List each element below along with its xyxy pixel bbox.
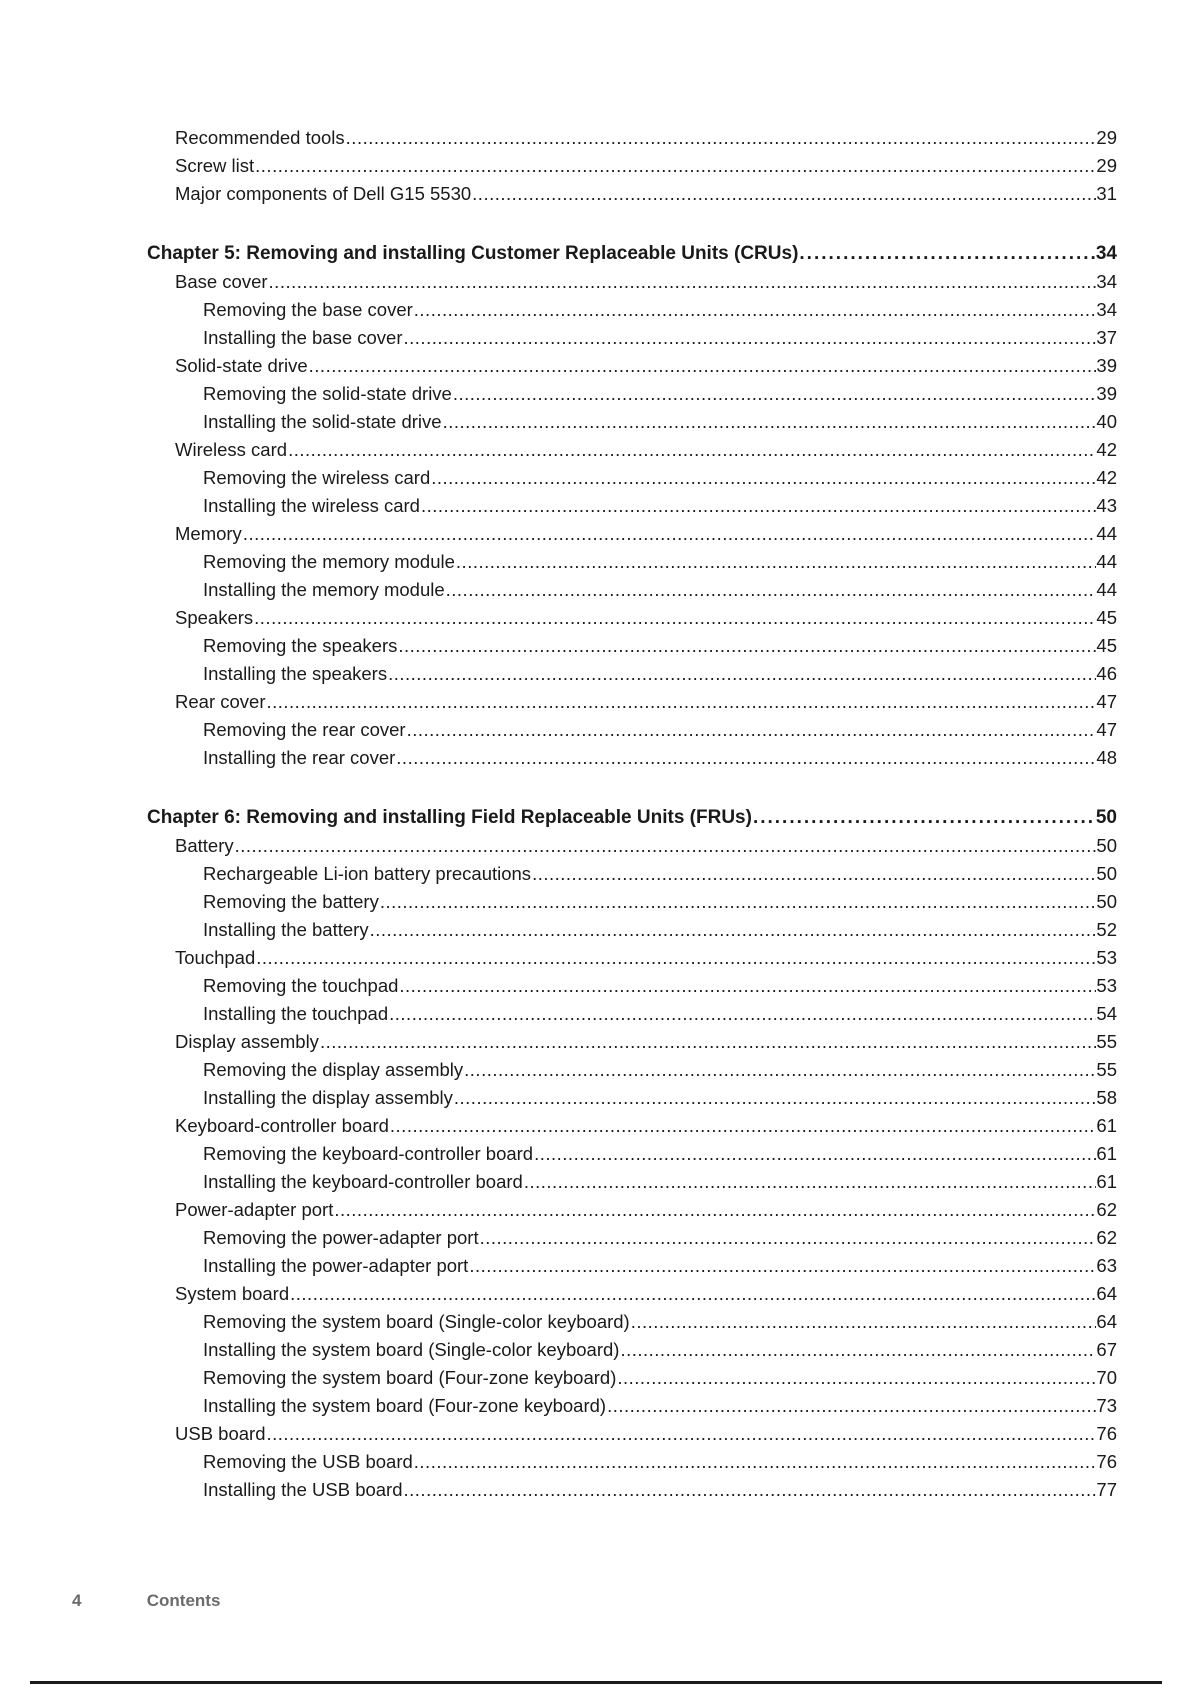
toc-entry[interactable]	[147, 355, 1117, 383]
toc-entry-page: 76	[1096, 1451, 1117, 1472]
toc-entry-page: 53	[1096, 975, 1117, 996]
toc-entry-title: Installing the battery	[203, 919, 369, 940]
toc-entry-page: 47	[1096, 719, 1117, 740]
dot-leader	[255, 947, 1096, 969]
toc-entry-title: Removing the touchpad	[203, 975, 399, 996]
toc-entry-title: Rear cover	[175, 691, 266, 712]
dot-leader	[531, 863, 1096, 885]
toc-entry[interactable]	[147, 1003, 1117, 1031]
toc-entry[interactable]	[147, 327, 1117, 355]
toc-entry-page: 39	[1096, 355, 1117, 376]
toc-entry-title: Speakers	[175, 607, 254, 628]
dot-leader	[398, 975, 1096, 997]
toc-entry-title: Installing the memory module	[203, 579, 445, 600]
toc-entry[interactable]	[147, 411, 1117, 439]
toc-entry[interactable]	[147, 1451, 1117, 1479]
toc-entry-page: 67	[1096, 1339, 1117, 1360]
toc-entry[interactable]	[147, 495, 1117, 523]
dot-leader	[798, 243, 1095, 265]
toc-entry-title: Keyboard-controller board	[175, 1115, 389, 1136]
toc-entry-page: 50	[1095, 807, 1117, 828]
toc-entry[interactable]	[147, 1283, 1117, 1311]
toc-entry-page: 31	[1096, 183, 1117, 204]
toc-entry-title: Power-adapter port	[175, 1199, 334, 1220]
dot-leader	[265, 691, 1096, 713]
toc-entry[interactable]	[147, 1059, 1117, 1087]
dot-leader	[455, 551, 1097, 573]
toc-entry-page: 53	[1096, 947, 1117, 968]
dot-leader	[606, 1395, 1096, 1417]
page-number: 4	[72, 1591, 82, 1610]
dot-leader	[619, 1339, 1096, 1361]
dot-leader	[471, 183, 1096, 205]
toc-entry-title: Installing the keyboard-controller board	[203, 1171, 523, 1192]
dot-leader	[345, 127, 1097, 149]
toc-entry-title: Removing the USB board	[203, 1451, 413, 1472]
dot-leader	[413, 1451, 1097, 1473]
toc-entry-page: 42	[1096, 467, 1117, 488]
toc-entry-title: Installing the system board (Four-zone keyboard)	[203, 1395, 607, 1416]
dot-leader	[442, 411, 1097, 433]
toc-entry[interactable]	[147, 579, 1117, 607]
toc-entry-page: 77	[1096, 1479, 1117, 1500]
toc-entry-title: Installing the display assembly	[203, 1087, 453, 1108]
dot-leader	[287, 439, 1096, 461]
toc-entry[interactable]	[147, 1339, 1117, 1367]
toc-entry[interactable]	[147, 1087, 1117, 1115]
toc-entry-title: Installing the base cover	[203, 327, 403, 348]
toc-entry[interactable]	[147, 1227, 1117, 1255]
toc-entry-page: 55	[1096, 1031, 1117, 1052]
dot-leader	[445, 579, 1097, 601]
toc-entry-page: 54	[1096, 1003, 1117, 1024]
toc-entry-title: Removing the system board (Single-color keyboard)	[203, 1311, 630, 1332]
dot-leader	[268, 271, 1097, 293]
dot-leader	[630, 1311, 1097, 1333]
toc-entry-page: 37	[1096, 327, 1117, 348]
toc-entry-title: Removing the system board (Four-zone keyboard)	[203, 1367, 617, 1388]
toc-entry-page: 76	[1096, 1423, 1117, 1444]
toc-entry-page: 64	[1096, 1283, 1117, 1304]
toc-entry-title: Removing the battery	[203, 891, 379, 912]
toc-entry[interactable]	[147, 719, 1117, 747]
toc-entry-title: Installing the speakers	[203, 663, 388, 684]
dot-leader	[379, 891, 1097, 913]
dot-leader	[468, 1255, 1096, 1277]
toc-entry[interactable]	[147, 1479, 1117, 1507]
toc-entry-page: 63	[1096, 1255, 1117, 1276]
toc-entry[interactable]	[147, 747, 1117, 775]
toc-entry-title: Screw list	[175, 155, 255, 176]
toc-entry-page: 55	[1096, 1059, 1117, 1080]
toc-entry-page: 64	[1096, 1311, 1117, 1332]
dot-leader	[406, 719, 1097, 741]
toc-entry-title: Base cover	[175, 271, 268, 292]
toc-entry-title: Removing the rear cover	[203, 719, 406, 740]
dot-leader	[253, 607, 1096, 629]
toc-entry[interactable]	[147, 891, 1117, 919]
dot-leader	[369, 919, 1097, 941]
toc-entry-page: 50	[1096, 863, 1117, 884]
toc-entry-title: Installing the power-adapter port	[203, 1255, 469, 1276]
toc-entry-title: Installing the wireless card	[203, 495, 420, 516]
dot-leader	[752, 807, 1096, 829]
dot-leader	[234, 835, 1097, 857]
dot-leader	[523, 1171, 1097, 1193]
dot-leader	[395, 747, 1096, 769]
toc-entry-title: Removing the display assembly	[203, 1059, 464, 1080]
toc-entry-title: Display assembly	[175, 1031, 319, 1052]
toc-entry-title: Removing the speakers	[203, 635, 398, 656]
toc-entry-page: 43	[1096, 495, 1117, 516]
toc-entry-page: 46	[1096, 663, 1117, 684]
toc-entry-title: Rechargeable Li-ion battery precautions	[203, 863, 532, 884]
toc-entry-page: 48	[1096, 747, 1117, 768]
toc-entry[interactable]	[147, 383, 1117, 411]
toc-entry-title: Removing the power-adapter port	[203, 1227, 479, 1248]
toc-entry[interactable]	[147, 835, 1117, 863]
dot-leader	[430, 467, 1096, 489]
toc-entry[interactable]	[147, 863, 1117, 891]
toc-entry-title: Installing the rear cover	[203, 747, 396, 768]
toc-entry[interactable]	[147, 1367, 1117, 1395]
toc-entry-title: Touchpad	[175, 947, 256, 968]
toc-entry[interactable]	[147, 607, 1117, 635]
toc-entry-page: 44	[1096, 551, 1117, 572]
toc-entry-title: Memory	[175, 523, 242, 544]
toc-chapter-entry[interactable]	[147, 243, 1117, 271]
toc-entry[interactable]	[147, 919, 1117, 947]
toc-entry-page: 61	[1096, 1171, 1117, 1192]
toc-entry-page: 45	[1096, 607, 1117, 628]
toc-entry[interactable]	[147, 271, 1117, 299]
dot-leader	[254, 155, 1096, 177]
toc-entry-page: 29	[1096, 127, 1117, 148]
dot-leader	[533, 1143, 1096, 1165]
dot-leader	[266, 1423, 1097, 1445]
toc-entry-page: 34	[1096, 271, 1117, 292]
dot-leader	[308, 355, 1097, 377]
dot-leader	[289, 1283, 1096, 1305]
toc-entry-page: 40	[1096, 411, 1117, 432]
toc-entry-page: 47	[1096, 691, 1117, 712]
dot-leader	[413, 299, 1097, 321]
toc-entry-title: Removing the keyboard-controller board	[203, 1143, 534, 1164]
toc-entry-page: 42	[1096, 439, 1117, 460]
toc-entry[interactable]	[147, 551, 1117, 579]
toc-entry-page: 44	[1096, 579, 1117, 600]
dot-leader	[616, 1367, 1096, 1389]
toc-entry-title: Removing the memory module	[203, 551, 455, 572]
dot-leader	[397, 635, 1096, 657]
toc-entry[interactable]	[147, 1199, 1117, 1227]
dot-leader	[453, 1087, 1097, 1109]
dot-leader	[420, 495, 1096, 517]
footer-section-label: Contents	[146, 1591, 221, 1610]
page-footer	[72, 1591, 220, 1611]
toc-entry[interactable]	[147, 1171, 1117, 1199]
toc-entry[interactable]	[147, 155, 1117, 183]
toc-entry-page: 44	[1096, 523, 1117, 544]
toc-entry-page: 29	[1096, 155, 1117, 176]
dot-leader	[242, 523, 1097, 545]
toc-entry[interactable]	[147, 299, 1117, 327]
toc-entry-page: 50	[1096, 835, 1117, 856]
toc-entry-title: Installing the USB board	[203, 1479, 403, 1500]
toc-entry-title: Removing the solid-state drive	[203, 383, 452, 404]
toc-entry[interactable]	[147, 663, 1117, 691]
toc-entry[interactable]	[147, 1423, 1117, 1451]
toc-entry-title: Major components of Dell G15 5530	[175, 183, 472, 204]
toc-entry[interactable]	[147, 1031, 1117, 1059]
toc-entry[interactable]	[147, 523, 1117, 551]
toc-entry-page: 58	[1096, 1087, 1117, 1108]
toc-entry-title: Recommended tools	[175, 127, 345, 148]
toc-entry[interactable]	[147, 1311, 1117, 1339]
toc-entry-page: 61	[1096, 1143, 1117, 1164]
toc-entry[interactable]	[147, 467, 1117, 495]
toc-entry-title: Removing the wireless card	[203, 467, 431, 488]
dot-leader	[319, 1031, 1096, 1053]
toc-entry[interactable]	[147, 1395, 1117, 1423]
toc-entry-page: 39	[1096, 383, 1117, 404]
toc-chapter-entry[interactable]	[147, 807, 1117, 835]
toc-entry[interactable]	[147, 1255, 1117, 1283]
toc-entry[interactable]	[147, 127, 1117, 155]
toc-entry[interactable]	[147, 1115, 1117, 1143]
dot-leader	[387, 663, 1096, 685]
toc-entry[interactable]	[147, 975, 1117, 1003]
dot-leader	[403, 327, 1097, 349]
toc-entry-title: Chapter 6: Removing and installing Field Replaceable Units (FRUs)	[147, 807, 752, 828]
toc-entry-page: 61	[1096, 1115, 1117, 1136]
dot-leader	[463, 1059, 1096, 1081]
toc-entry-title: Installing the system board (Single-color keyboard)	[203, 1339, 620, 1360]
dot-leader	[388, 1003, 1096, 1025]
toc-entry-page: 45	[1096, 635, 1117, 656]
toc-entry-page: 73	[1096, 1395, 1117, 1416]
toc-entry-page: 34	[1096, 299, 1117, 320]
toc-entry-title: Solid-state drive	[175, 355, 308, 376]
toc-entry[interactable]	[147, 635, 1117, 663]
toc-entry-title: Chapter 5: Removing and installing Customer Replaceable Units (CRUs)	[147, 243, 799, 264]
toc-entry-title: System board	[175, 1283, 290, 1304]
dot-leader	[452, 383, 1097, 405]
toc-entry-title: Battery	[175, 835, 234, 856]
toc-entry[interactable]	[147, 183, 1117, 211]
toc-entry-title: Removing the base cover	[203, 299, 413, 320]
dot-leader	[479, 1227, 1097, 1249]
dot-leader	[403, 1479, 1097, 1501]
toc-entry[interactable]	[147, 691, 1117, 719]
dot-leader	[333, 1199, 1096, 1221]
dot-leader	[389, 1115, 1097, 1137]
toc-entry[interactable]	[147, 947, 1117, 975]
toc-entry-title: Installing the solid-state drive	[203, 411, 442, 432]
toc-entry-page: 34	[1095, 243, 1117, 264]
table-of-contents	[147, 127, 1117, 1507]
toc-entry-title: Installing the touchpad	[203, 1003, 389, 1024]
toc-entry-title: USB board	[175, 1423, 266, 1444]
toc-entry-page: 50	[1096, 891, 1117, 912]
toc-entry[interactable]	[147, 439, 1117, 467]
bottom-divider	[30, 1681, 1162, 1684]
toc-entry[interactable]	[147, 1143, 1117, 1171]
toc-entry-page: 70	[1096, 1367, 1117, 1388]
toc-entry-page: 62	[1096, 1227, 1117, 1248]
toc-entry-title: Wireless card	[175, 439, 288, 460]
toc-entry-page: 52	[1096, 919, 1117, 940]
toc-entry-page: 62	[1096, 1199, 1117, 1220]
